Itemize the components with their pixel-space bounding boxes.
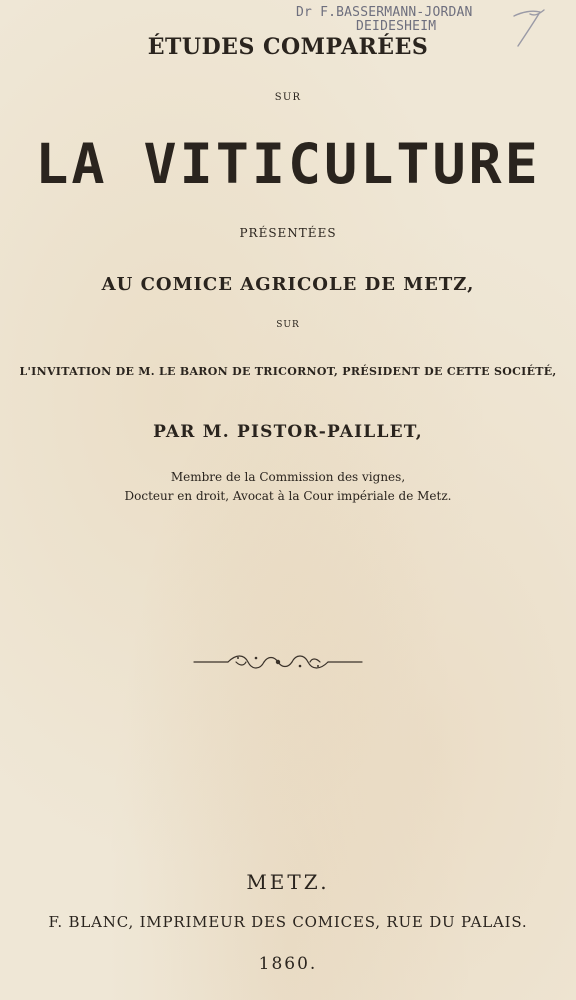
stamp-line-1: Dr F.BASSERMANN-JORDAN	[296, 5, 473, 20]
imprint-year: 1860.	[258, 954, 318, 974]
title-line-7: L'INVITATION DE M. LE BARON DE TRICORNOT, PRÉSIDENT DE CETTE SOCIÉTÉ,	[19, 365, 557, 378]
main-title: LA VITICULTURE	[35, 132, 541, 196]
author-name: PAR M. PISTOR-PAILLET,	[153, 422, 423, 442]
stamp-line-2: DEIDESHEIM	[356, 19, 437, 34]
fleuron-ornament-icon	[192, 652, 364, 672]
title-line-5: AU COMICE AGRICOLE DE METZ,	[101, 274, 475, 295]
author-role-2: Docteur en droit, Avocat à la Cour impériale de Metz.	[124, 489, 452, 503]
imprint-city: METZ.	[246, 870, 330, 894]
imprint-printer: F. BLANC, IMPRIMEUR DES COMICES, RUE DU PALAIS.	[48, 913, 528, 931]
title-line-1: ÉTUDES COMPARÉES	[147, 34, 429, 60]
author-role-1: Membre de la Commission des vignes,	[170, 470, 406, 484]
title-line-6: SUR	[276, 320, 300, 330]
title-line-4: PRÉSENTÉES	[239, 226, 337, 240]
title-line-2: SUR	[274, 92, 302, 103]
library-stamp	[296, 6, 506, 34]
